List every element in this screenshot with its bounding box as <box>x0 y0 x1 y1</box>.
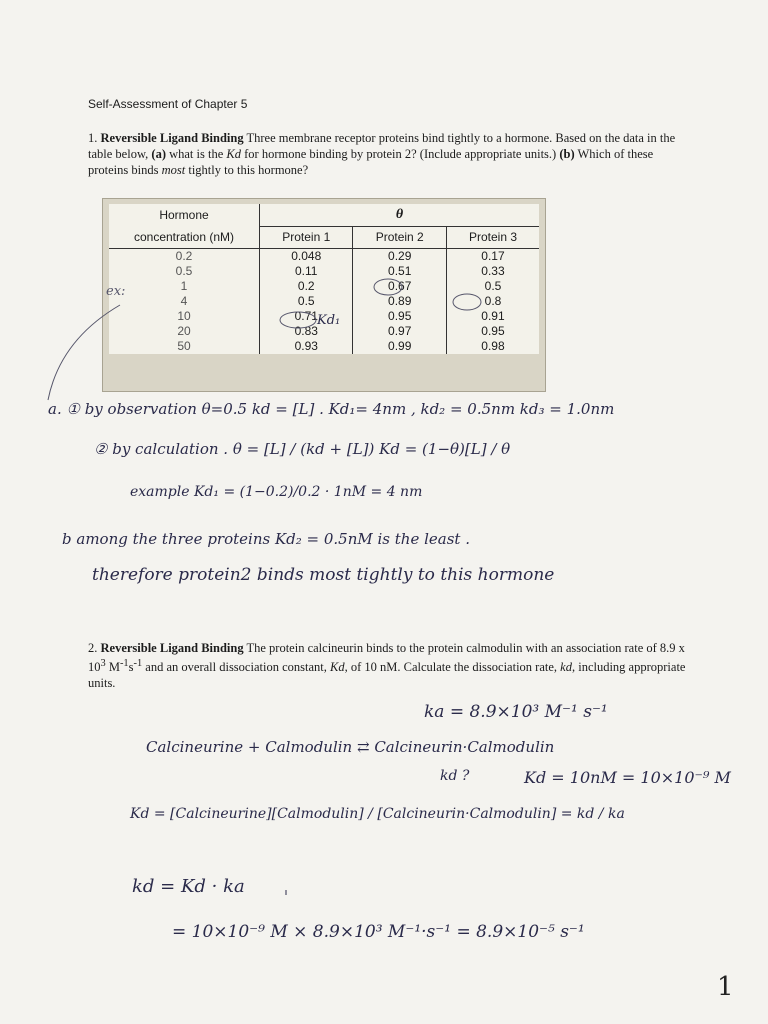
unit-text: s <box>128 660 134 675</box>
circle-mark <box>374 279 402 295</box>
protein-2-cell: 0.67 <box>353 279 446 294</box>
concentration-cell: 20 <box>177 323 191 338</box>
protein-2-cell: 0.99 <box>353 339 446 354</box>
protein-2-cell: 0.89 <box>353 294 446 309</box>
answer-2-result: = 10×10⁻⁹ M × 8.9×10³ M⁻¹·s⁻¹ = 8.9×10⁻⁵ s⁻¹ <box>172 922 585 942</box>
concentration-cell: 50 <box>177 338 191 353</box>
protein-1-cell: 0.71 <box>260 309 353 324</box>
protein-2-cell: 0.29 <box>353 248 446 264</box>
protein-2-header: Protein 2 <box>353 226 446 248</box>
question-body-text: for hormone binding by protein 2? (Include appropriate units.) <box>241 147 560 161</box>
concentration-cell: 10 <box>177 308 191 323</box>
answer-a-observation: a. ① by observation θ=0.5 kd = [L] . Kd₁= 4nm , kd₂ = 0.5nm kd₃ = 1.0nm <box>48 400 615 418</box>
answer-2-kd-fraction: Kd = [Calcineurine][Calmodulin] / [Calcineurin·Calmodulin] = kd / ka <box>130 806 625 822</box>
answer-2-kd-equation: kd = Kd · ka <box>132 876 245 897</box>
protein-3-header: Protein 3 <box>446 226 539 248</box>
concentration-cell: 0.2 <box>175 248 193 263</box>
superscript: 3 <box>100 658 106 669</box>
protein-1-cell: 0.5 <box>260 294 353 309</box>
protein-1-cell: 0.83 <box>260 324 353 339</box>
concentration-header-line1: Hormone <box>159 208 209 222</box>
question-heading: Reversible Ligand Binding <box>100 131 244 145</box>
kd-rate-symbol: kd <box>560 660 572 675</box>
handwritten-kd1-note: Kd₁ <box>317 313 341 328</box>
question-body-text: Which of these proteins binds <box>88 147 654 177</box>
question-number: 1. <box>88 131 98 145</box>
question-body-text: , of 10 nM. Calculate the dissociation rate, <box>344 660 561 675</box>
part-b-label: (b) <box>559 147 575 161</box>
protein-1-cell: 0.048 <box>260 248 353 264</box>
concentration-cell: 4 <box>180 293 188 308</box>
circle-mark <box>280 312 316 328</box>
concentration-header-line2: concentration (nM) <box>109 226 260 248</box>
protein-3-cell: 0.17 <box>446 248 539 264</box>
protein-2-cell: 0.97 <box>353 324 446 339</box>
answer-2-kd-arrow: kd ? <box>440 768 470 784</box>
protein-3-cell: 0.33 <box>446 264 539 279</box>
protein-3-cell: 0.5 <box>446 279 539 294</box>
answer-a-calculation: ② by calculation . θ = [L] / (kd + [L]) Kd = (1−θ)[L] / θ <box>94 440 511 458</box>
kd-symbol: Kd <box>226 147 241 161</box>
emphasis-most: most <box>161 163 186 177</box>
question-number: 2. <box>88 641 98 655</box>
answer-2-equation: Calcineurine + Calmodulin ⇄ Calcineurin·Calmodulin <box>146 738 555 756</box>
protein-3-cell: 0.95 <box>446 324 539 339</box>
page-number: 1 <box>717 972 734 1002</box>
protein-3-cell: 0.8 <box>446 294 539 309</box>
protein-1-cell: 0.93 <box>260 339 353 354</box>
kd-symbol: Kd <box>329 660 345 675</box>
superscript: -1 <box>119 658 129 669</box>
protein-1-cell: 0.2 <box>260 279 353 294</box>
question-body-text: Three membrane receptor proteins bind tightly to a hormone. Based on the data in the table below, <box>88 131 676 161</box>
question-body-text: what is the <box>165 147 227 161</box>
protein-2-cell: 0.95 <box>353 309 446 324</box>
question-body-text: and an overall dissociation constant, <box>142 660 330 675</box>
question-body-text: , including appropriate units. <box>88 660 686 691</box>
document-title: Self-Assessment of Chapter 5 <box>88 97 248 111</box>
circle-mark <box>453 294 481 310</box>
part-a-label: (a) <box>151 147 166 161</box>
answer-a-example: example Kd₁ = (1−0.2)/0.2 · 1nM = 4 nm <box>130 484 423 500</box>
protein-2-cell: 0.51 <box>353 264 446 279</box>
question-body-text: tightly to this hormone? <box>185 163 309 177</box>
concentration-cell: 0.5 <box>175 263 193 278</box>
protein-1-header: Protein 1 <box>260 226 353 248</box>
question-2-text <box>88 640 688 691</box>
question-heading: Reversible Ligand Binding <box>100 641 244 655</box>
answer-b-line1: b among the three proteins Kd₂ = 0.5nM is the least . <box>62 530 470 548</box>
answer-b-line2: therefore protein2 binds most tightly to this hormone <box>92 565 555 585</box>
answer-2-ka: ka = 8.9×10³ M⁻¹ s⁻¹ <box>424 702 608 722</box>
answer-2-kd-value: Kd = 10nM = 10×10⁻⁹ M <box>524 768 731 787</box>
question-body-text: The protein calcineurin binds to the protein calmodulin with an association rate of 8.9 x 10 <box>88 641 685 675</box>
unit-text: M <box>105 660 120 675</box>
protein-1-cell: 0.11 <box>260 264 353 279</box>
theta-symbol: θ <box>395 206 404 222</box>
superscript: -1 <box>133 658 143 669</box>
protein-3-cell: 0.91 <box>446 309 539 324</box>
handwritten-ex-note: ex: <box>106 284 126 299</box>
protein-3-cell: 0.98 <box>446 339 539 354</box>
bracket-stroke <box>48 305 120 400</box>
concentration-cell: 1 <box>180 278 188 293</box>
